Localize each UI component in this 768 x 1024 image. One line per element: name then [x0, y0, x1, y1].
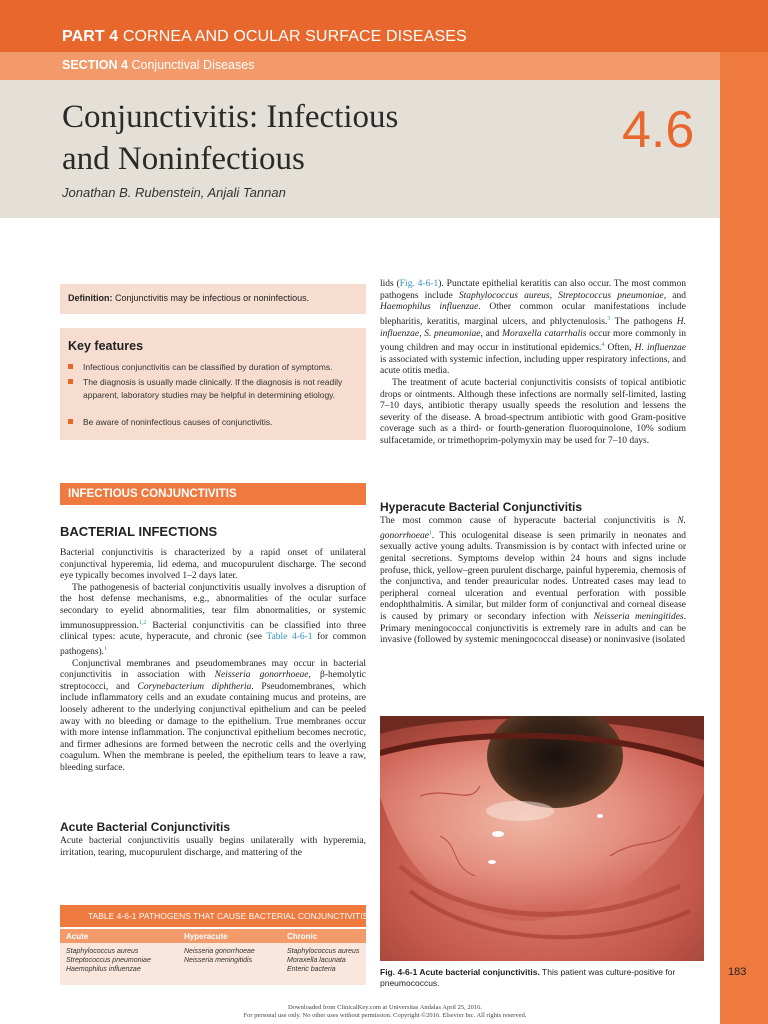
figure-link[interactable]: Fig. 4-6-1	[399, 279, 439, 289]
table-title: TABLE 4-6-1 PATHOGENS THAT CAUSE BACTERIAL CONJUNCTIVITIS	[88, 911, 369, 921]
figure-caption: Fig. 4-6-1 Acute bacterial conjunctivitis. This patient was culture-positive for pneumococcus.	[380, 967, 676, 988]
key-feature-item: Infectious conjunctivitis can be classified by duration of symptoms.	[68, 361, 358, 374]
conjunctivitis-photo	[380, 716, 704, 961]
chapter-authors: Jonathan B. Rubenstein, Anjali Tannan	[62, 185, 286, 200]
table-link[interactable]: Table 4-6-1	[266, 632, 313, 643]
key-feature-item: Be aware of noninfectious causes of conjunctivitis.	[68, 416, 358, 429]
table-cell-hyperacute: Neisseria gonorrhoeae Neisseria meningitidis	[184, 948, 255, 964]
download-footer: Downloaded from ClinicalKey.com at Universitas Andalas April 25, 2016. For personal use only. No other uses without permission. Copyright ©2016. Elsevier Inc. All rights reserved.	[243, 1004, 527, 1019]
table-header-acute: Acute	[66, 932, 89, 941]
chapter-title: Conjunctivitis: Infectious and Noninfectious	[62, 99, 399, 177]
acute-bacterial-heading: Acute Bacterial Conjunctivitis	[60, 820, 231, 834]
margin-strip	[720, 52, 768, 1024]
hyperacute-paragraph: The most common cause of hyperacute bacterial conjunctivitis is N. gonorrhoeae$^1$. This oculogenital disease is seen primarily in neonates and sexually active young adults. Transmission is by contact with infected urine or genital secretions. Symptoms develop within 24 hours and signs include profuse, thick, yellow–green purulent discharge, painful hyperemia, chemosis of the conjunctiva, and tender preauricular nodes. Untreated cases may lead to peripheral corneal ulceration and eventual perforation with possible endophthalmitis. A similar, but milder form of conjunctival and corneal disease is caused by primary or secondary infection with Neisseria meningitides. Primary meningococcal conjunctivitis is extremely rare in adults and can be invasive (followed by systemic meningococcal disease) or noninvasive (isolated	[380, 516, 686, 646]
right-column-text	[380, 279, 686, 448]
bullet-square-icon	[68, 364, 73, 369]
table-header-hyperacute: Hyperacute	[184, 932, 228, 941]
left-column-text	[60, 548, 366, 775]
paragraph: The treatment of acute bacterial conjunctivitis consists of topical antibiotic drops or ointments. Although these infections are normally self-limited, lasting 7–10 days, antibiotic therapy usually speeds the resolution and lessens the severity of the disease. A broad-spectrum antibiotic with good Gram-positive coverage such as a third- or fourth-generation fluoroquinolone, 10% sodium sulfacetamide, or trimethoprim-polymyxin may be used for 7–10 days.	[380, 378, 686, 447]
table-cell-acute: Staphylococcus aureus Streptococcus pneumoniae Haemophilus influenzae	[66, 948, 151, 973]
paragraph: Bacterial conjunctivitis is characterized by a rapid onset of unilateral conjunctival hyperemia, lid edema, and mucopurulent discharge. The second eye typically becomes involved 1–2 days later.	[60, 548, 366, 582]
paragraph: lids (Fig. 4-6-1). Punctate epithelial keratitis can also occur. The most common pathogens include Staphylococcus aureus, Streptococcus pneumoniae, and Haemophilus influenzae. Other common ocular manifestations include blepharitis, keratitis, marginal ulcers, and phlyctenulosis.$^3$ The pathogens H. influenzae, S. pneumoniae, and Moraxella catarrhalis occur more commonly in young children and may occur in institutional epidemics.$^4$ Often, H. influenzae is associated with systemic infection, including upper respiratory infections, and acute otitis media.	[380, 279, 687, 377]
chapter-number: 4.6	[622, 101, 695, 159]
hyperacute-heading: Hyperacute Bacterial Conjunctivitis	[380, 500, 583, 514]
bullet-square-icon	[68, 379, 73, 384]
paragraph: Conjunctival membranes and pseudomembranes may occur in bacterial conjunctivitis in association with Neisseria gonorrhoeae, β-hemolytic streptococci, and Corynebacterium diphtheria. Pseudomembranes, which include inflammatory cells and an exudate containing mucus and proteins, are loosely adherent to the underlying conjunctival epithelium and can be peeled away with no bleeding or damage to the epithelium. True membranes occur with more intense inflammation. The conjunctival epithelium becomes necrotic, and firmer adhesions are formed between the necrotic cells and the overlying coagulum. When the membrane is peeled, the epithelium tears to leave a raw, bleeding surface.	[60, 658, 366, 773]
bacterial-infections-heading: BACTERIAL INFECTIONS	[60, 524, 218, 539]
paragraph: The pathogenesis of bacterial conjunctivitis usually involves a disruption of the host defense mechanisms, e.g., abnormalities of the ocular surface secondary to eyelid abnormalities, tear film abnormalities, or systemic immunosuppression.$^{1,2}$ Bacterial conjunctivitis can be classified into three clinical types: acute, hyperacute, and chronic (see Table 4-6-1 for common pathogens).$^1$	[60, 582, 366, 658]
definition-text: Definition: Conjunctivitis may be infectious or noninfectious.	[68, 293, 310, 303]
table-cell-chronic: Staphylococcus aureus Moraxella lacunata Enteric bacteria	[287, 948, 360, 973]
part-title: PART 4 CORNEA AND OCULAR SURFACE DISEASES	[62, 28, 467, 45]
section-title: SECTION 4 Conjunctival Diseases	[62, 58, 255, 72]
bullet-square-icon	[68, 419, 73, 424]
infectious-section-heading: INFECTIOUS CONJUNCTIVITIS	[68, 488, 237, 500]
acute-paragraph: Acute bacterial conjunctivitis usually begins unilaterally with hyperemia, irritation, tearing, mucopurulent discharge, and mattering of the	[60, 836, 366, 858]
key-feature-item: The diagnosis is usually made clinically. If the diagnosis is not readily apparent, laboratory studies may be helpful in determining etiology.	[68, 376, 358, 401]
page-number: 183	[728, 966, 747, 978]
table-header-chronic: Chronic	[287, 932, 318, 941]
key-features-heading: Key features	[68, 339, 144, 353]
